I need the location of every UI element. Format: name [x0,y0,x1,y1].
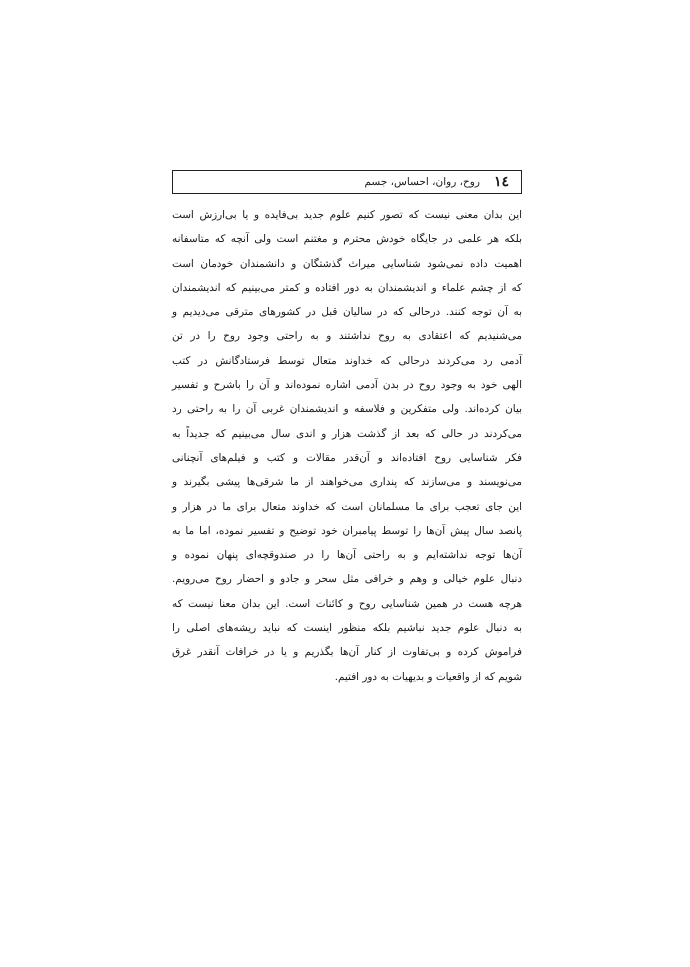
text-line: فکر شناسایی روح افتاده‌اند و آن‌قدر مقالات و کتب و فیلم‌های آنچنانی [172,451,522,464]
text-line: این جای تعجب برای ما مسلمانان است که خداوند متعال برای ما در هزار و [172,500,522,513]
text-line: بیان کرده‌اند. ولی متفکرین و فلاسفه و اندیشمندان غربی آن را به راحتی رد [172,403,522,416]
text-line: بلکه هر علمی در جایگاه خودش محترم و مغتنم است ولی آنچه که متاسفانه [172,233,522,246]
text-line: می‌شنیدیم که اعتقادی به روح نداشتند و به راحتی وجود روح را در تن [172,330,522,343]
text-line: می‌کردند در حالی که بعد از گذشت هزار و اندی سال می‌بینیم که جدیداً به [172,427,522,440]
text-line: الهی خود به وجود روح در بدن آدمی اشاره نموده‌اند و آن را باشرح و تفسیر [172,379,522,392]
running-header [172,170,522,194]
text-line: آن‌ها توجه نداشته‌ایم و به راحتی آن‌ها را در صندوقچه‌ای پنهان نموده و [172,549,522,562]
text-line: پانصد سال پیش آن‌ها را توسط پیامبران خود توضیح و تفسیر نموده، اما ما به [172,524,522,537]
text-line: می‌نویسند و می‌سازند که پنداری می‌خواهند از ما شرقی‌ها پیشی بگیرند و [172,476,522,489]
page-number: ١٤ [493,174,509,190]
text-line: این بدان معنی نیست که تصور کنیم علوم جدید بی‌فایده و یا بی‌ارزش است [172,209,522,221]
text-line: آدمی رد می‌کردند درحالی که خداوند متعال توسط فرستادگانش در کتب [172,354,522,367]
text-line: شویم که از واقعیات و بدیهیات به دور افتیم. [334,670,522,683]
text-line: به دنبال علوم جدید نباشیم بلکه منظور اینست که نباید ریشه‌های اصلی را [172,622,522,635]
running-title: روح، روان، احساس، جسم [364,176,480,188]
text-line: هرچه هست در همین شناسایی روح و کائنات است. این بدان معنا نیست که [172,597,522,610]
text-line: که از چشم علماء و اندیشمندان به دور افتاده و کمتر می‌بینیم که اندیشمندان [172,281,522,294]
body-paragraph [172,203,522,689]
text-line: اهمیت داده نمی‌شود شناسایی میراث گذشتگان و دانشمندان خودمان است [172,257,522,270]
text-line: فراموش کرده و بی‌تفاوت از کنار آن‌ها بگذریم و یا در خرافات آنقدر غرق [172,646,522,659]
text-line: دنبال علوم خیالی و وهم و خرافی مثل سحر و جادو و احضار روح می‌رویم. [172,573,522,586]
text-line: به آن توجه کنند. درحالی که در سالیان قبل در کشورهای مترقی می‌دیدیم و [172,306,522,319]
